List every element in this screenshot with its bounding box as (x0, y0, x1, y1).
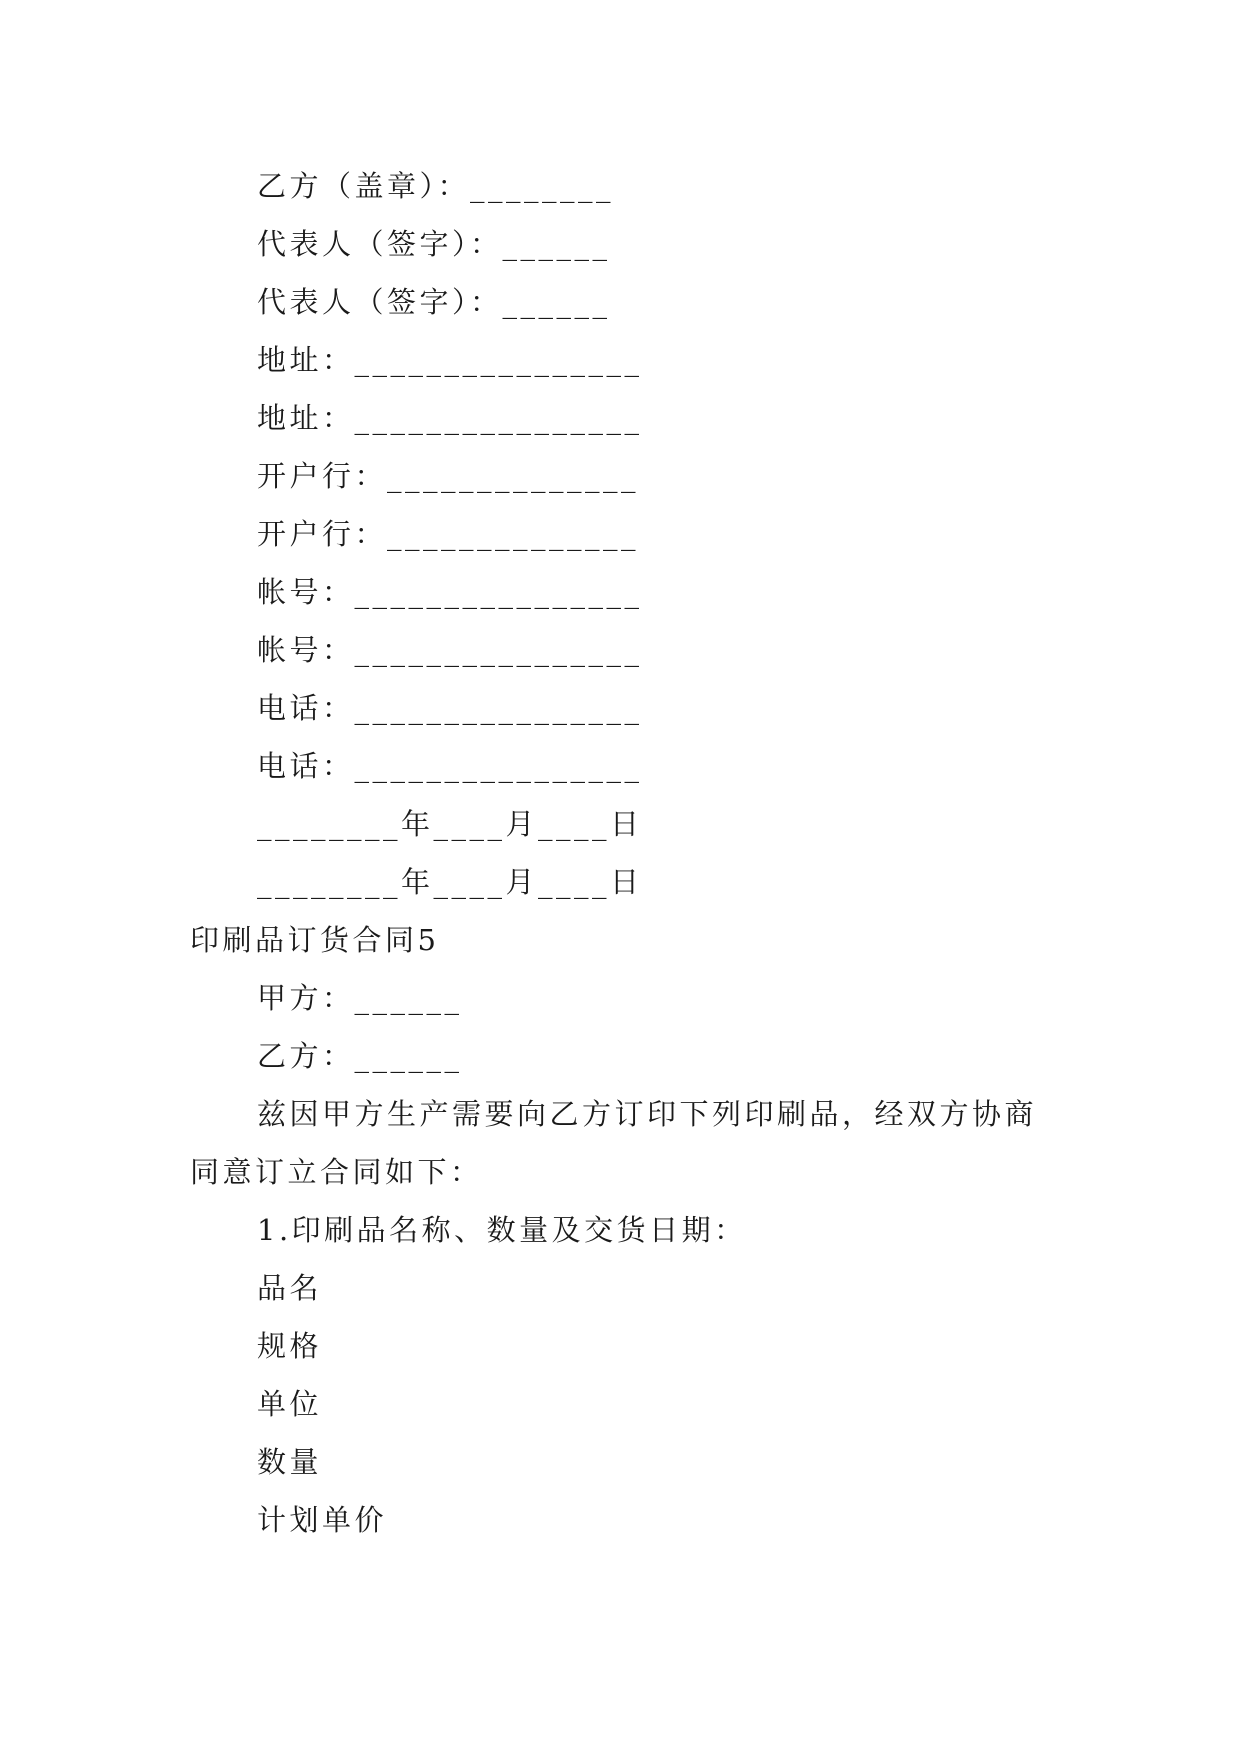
contract-title: 印刷品订货合同5 (190, 923, 440, 957)
field-label: 单位 (257, 1387, 323, 1421)
representative-signature-line: 代表人（签字）：______ (257, 285, 611, 319)
intro-paragraph-line: 兹因甲方生产需要向乙方订印下列印刷品，经双方协商 (257, 1097, 1038, 1131)
section-heading: 1.印刷品名称、数量及交货日期： (257, 1213, 747, 1247)
account-line: 帐号：________________ (257, 575, 643, 609)
field-label: 品名 (257, 1271, 323, 1305)
field-label: 规格 (257, 1329, 323, 1363)
intro-paragraph-line: 同意订立合同如下： (190, 1155, 483, 1189)
bank-line: 开户行：______________ (257, 517, 640, 551)
party-b-seal-line: 乙方（盖章）：________ (257, 169, 615, 203)
phone-line: 电话：________________ (257, 749, 643, 783)
party-b-line: 乙方：______ (257, 1039, 463, 1073)
date-line: ________年____月____日 (257, 807, 643, 841)
phone-line: 电话：________________ (257, 691, 643, 725)
bank-line: 开户行：______________ (257, 459, 640, 493)
party-a-line: 甲方：______ (257, 981, 463, 1015)
field-label: 计划单价 (257, 1503, 388, 1537)
field-label: 数量 (257, 1445, 323, 1479)
account-line: 帐号：________________ (257, 633, 643, 667)
address-line: 地址：________________ (257, 401, 643, 435)
date-line: ________年____月____日 (257, 865, 643, 899)
representative-signature-line: 代表人（签字）：______ (257, 227, 611, 261)
address-line: 地址：________________ (257, 343, 643, 377)
